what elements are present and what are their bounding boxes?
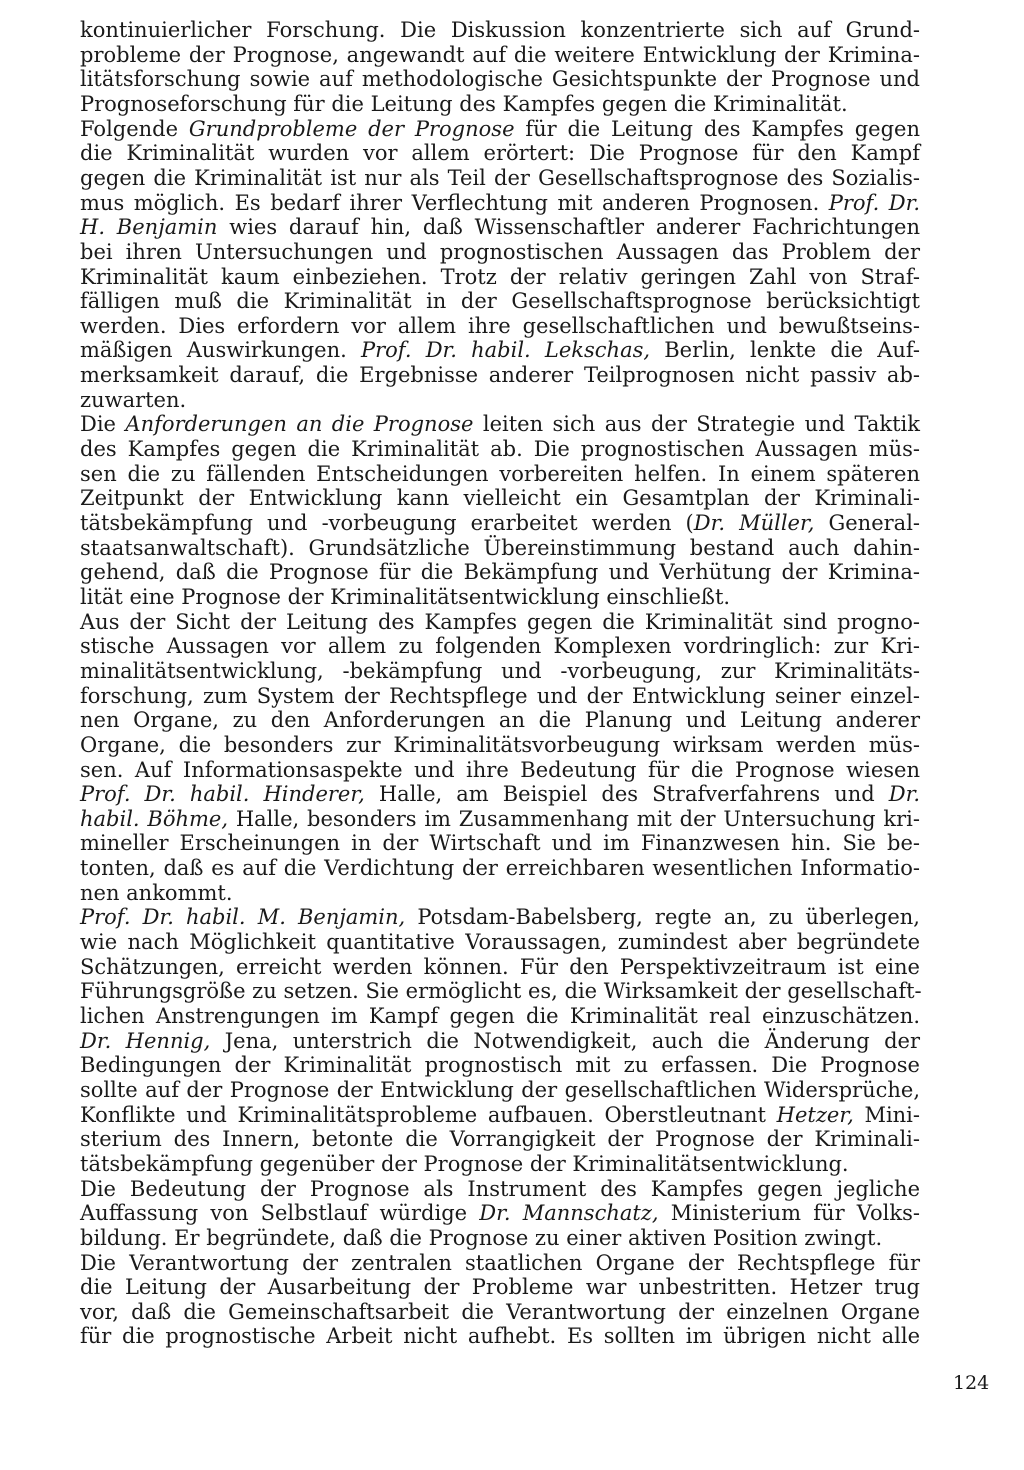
text-line: Bedingungen der Kriminalität prognostisch mit zu erfassen. Die Prognose xyxy=(80,1053,920,1078)
text-line: Zeitpunkt der Entwicklung kann vielleicht ein Gesamtplan der Kriminali- xyxy=(80,486,920,511)
text-line: lichen Anstrengungen im Kampf gegen die Kriminalität real einzuschätzen. xyxy=(80,1004,920,1028)
text-line: minalitätsentwicklung, -bekämpfung und -vorbeugung, zur Kriminalitäts- xyxy=(80,658,920,683)
text-line: fälligen muß die Kriminalität in der Gesellschaftsprognose berücksichtigt xyxy=(80,289,920,314)
text-line: H. Benjamin wies darauf hin, daß Wissenschaftler anderer Fachrichtungen xyxy=(80,215,921,240)
text-line: nen Organe, zu den Anforderungen an die Planung und Leitung anderer xyxy=(80,708,920,733)
text-line: sen. Auf Informationsaspekte und ihre Bedeutung für die Prognose wiesen xyxy=(80,757,920,782)
text-line: Die Anforderungen an die Prognose leiten sich aus der Strategie und Taktik xyxy=(80,412,920,437)
italic-name: Prof. Dr. habil. Lekschas, xyxy=(361,338,651,363)
text-line: Die Bedeutung der Prognose als Instrument des Kampfes gegen jegliche xyxy=(80,1176,920,1201)
text-line: gegen die Kriminalität ist nur als Teil der Gesellschaftsprognose des Sozialis- xyxy=(80,165,920,190)
text-line: stische Aussagen vor allem zu folgenden Komplexen vordringlich: zur Kri- xyxy=(80,634,920,659)
text-line: merksamkeit darauf, die Ergebnisse anderer Teilprognosen nicht passiv ab- xyxy=(80,363,920,388)
text-line: Prof. Dr. habil. M. Benjamin, Potsdam-Babelsberg, regte an, zu überlegen, xyxy=(80,905,920,930)
text-line: nen ankommt. xyxy=(80,880,233,905)
text-line: des Kampfes gegen die Kriminalität ab. Die prognostischen Aussagen müs- xyxy=(80,437,920,461)
text-line: mus möglich. Es bedarf ihrer Verflechtung mit anderen Prognosen. Prof. Dr. xyxy=(80,190,921,215)
text-line: Prof. Dr. habil. Hinderer, Halle, am Beispiel des Strafverfahrens und Dr. xyxy=(80,782,920,807)
text-line: staatsanwaltschaft). Grundsätzliche Übereinstimmung bestand auch dahin- xyxy=(80,535,920,560)
text-line: Prognoseforschung für die Leitung des Kampfes gegen die Kriminalität. xyxy=(80,91,848,116)
page-number: 124 xyxy=(953,1372,990,1394)
italic-name: Anforderungen an die Prognose xyxy=(125,412,474,437)
text-line: Organe, die besonders zur Kriminalitätsvorbeugung wirksam werden müs- xyxy=(80,732,920,757)
text-line: tonten, daß es auf die Verdichtung der erreichbaren wesentlichen Informatio- xyxy=(80,856,920,881)
text-line: bildung. Er begründete, daß die Prognose zu einer aktiven Position zwingt. xyxy=(80,1225,883,1250)
italic-name: Prof. Dr. habil. M. Benjamin, xyxy=(80,905,406,930)
italic-name: habil. Böhme, xyxy=(80,806,229,831)
text-line: Folgende Grundprobleme der Prognose für die Leitung des Kampfes gegen xyxy=(80,116,920,141)
text-line: sen die zu fällenden Entscheidungen vorbereiten helfen. In einem späteren xyxy=(80,461,920,486)
text-line: Dr. Hennig, Jena, unterstrich die Notwendigkeit, auch die Änderung der xyxy=(80,1028,920,1053)
text-line: tätsbekämpfung gegenüber der Prognose der Kriminalitätsentwicklung. xyxy=(80,1151,849,1176)
italic-name: Hetzer, xyxy=(776,1102,854,1127)
text-line: Konflikte und Kriminalitätsprobleme aufbauen. Oberstleutnant Hetzer, Mini- xyxy=(80,1102,920,1127)
text-line: sollte auf der Prognose der Entwicklung der gesellschaftlichen Widersprüche, xyxy=(80,1078,920,1102)
text-line: lität eine Prognose der Kriminalitätsentwicklung einschließt. xyxy=(80,584,731,609)
italic-name: Dr. xyxy=(888,782,920,807)
text-line: kontinuierlicher Forschung. Die Diskussion konzentrierte sich auf Grund- xyxy=(80,18,920,42)
italic-name: Prof. Dr. xyxy=(828,190,921,215)
italic-name: Dr. Mannschatz, xyxy=(479,1201,659,1226)
text-line: Die Verantwortung der zentralen staatlichen Organe der Rechtspflege für xyxy=(80,1250,920,1275)
text-line: Führungsgröße zu setzen. Sie ermöglicht es, die Wirksamkeit der gesellschaft- xyxy=(80,979,922,1004)
italic-name: Prof. Dr. habil. Hinderer, xyxy=(80,782,365,807)
text-line: forschung, zum System der Rechtspflege und der Entwicklung seiner einzel- xyxy=(80,683,920,708)
text-line: Kriminalität kaum einbeziehen. Trotz der relativ geringen Zahl von Straf- xyxy=(80,264,920,289)
italic-name: Grundprobleme der Prognose xyxy=(188,116,515,141)
text-line: zuwarten. xyxy=(80,387,187,412)
italic-name: H. Benjamin xyxy=(80,215,218,240)
text-line: Auffassung von Selbstlauf würdige Dr. Mannschatz, Ministerium für Volks- xyxy=(80,1201,920,1226)
text-line: werden. Dies erfordern vor allem ihre gesellschaftlichen und bewußtseins- xyxy=(80,313,920,338)
italic-name: Dr. Hennig, xyxy=(80,1028,211,1053)
text-line: sterium des Innern, betonte die Vorrangigkeit der Prognose der Kriminali- xyxy=(80,1127,920,1152)
text-line: Schätzungen, erreicht werden können. Für den Perspektivzeitraum ist eine xyxy=(80,954,920,979)
text-line: mineller Erscheinungen in der Wirtschaft und im Finanzwesen hin. Sie be- xyxy=(80,831,920,856)
text-line: Aus der Sicht der Leitung des Kampfes gegen die Kriminalität sind progno- xyxy=(80,609,920,634)
text-line: litätsforschung sowie auf methodologische Gesichtspunkte der Prognose und xyxy=(80,67,920,92)
text-line: habil. Böhme, Halle, besonders im Zusammenhang mit der Untersuchung kri- xyxy=(80,806,920,831)
text-line: für die prognostische Arbeit nicht aufhebt. Es sollten im übrigen nicht alle xyxy=(80,1324,920,1349)
text-line: bei ihren Untersuchungen und prognostischen Aussagen das Problem der xyxy=(80,239,920,264)
text-line: mäßigen Auswirkungen. Prof. Dr. habil. Lekschas, Berlin, lenkte die Auf- xyxy=(80,338,921,363)
text-line: vor, daß die Gemeinschaftsarbeit die Verantwortung der einzelnen Organe xyxy=(80,1299,920,1324)
text-line: die Kriminalität wurden vor allem erörtert: Die Prognose für den Kampf xyxy=(80,141,920,166)
text-line: wie nach Möglichkeit quantitative Voraussagen, zumindest aber begründete xyxy=(80,930,920,954)
text-line: probleme der Prognose, angewandt auf die weitere Entwicklung der Krimina- xyxy=(80,42,920,67)
text-line: gehend, daß die Prognose für die Bekämpfung und Verhütung der Krimina- xyxy=(80,560,920,585)
text-line: tätsbekämpfung und -vorbeugung erarbeitet werden (Dr. Müller, General- xyxy=(80,511,921,535)
italic-name: Dr. Müller, xyxy=(693,511,815,535)
text-line: die Leitung der Ausarbeitung der Probleme war unbestritten. Hetzer trug xyxy=(80,1275,920,1300)
